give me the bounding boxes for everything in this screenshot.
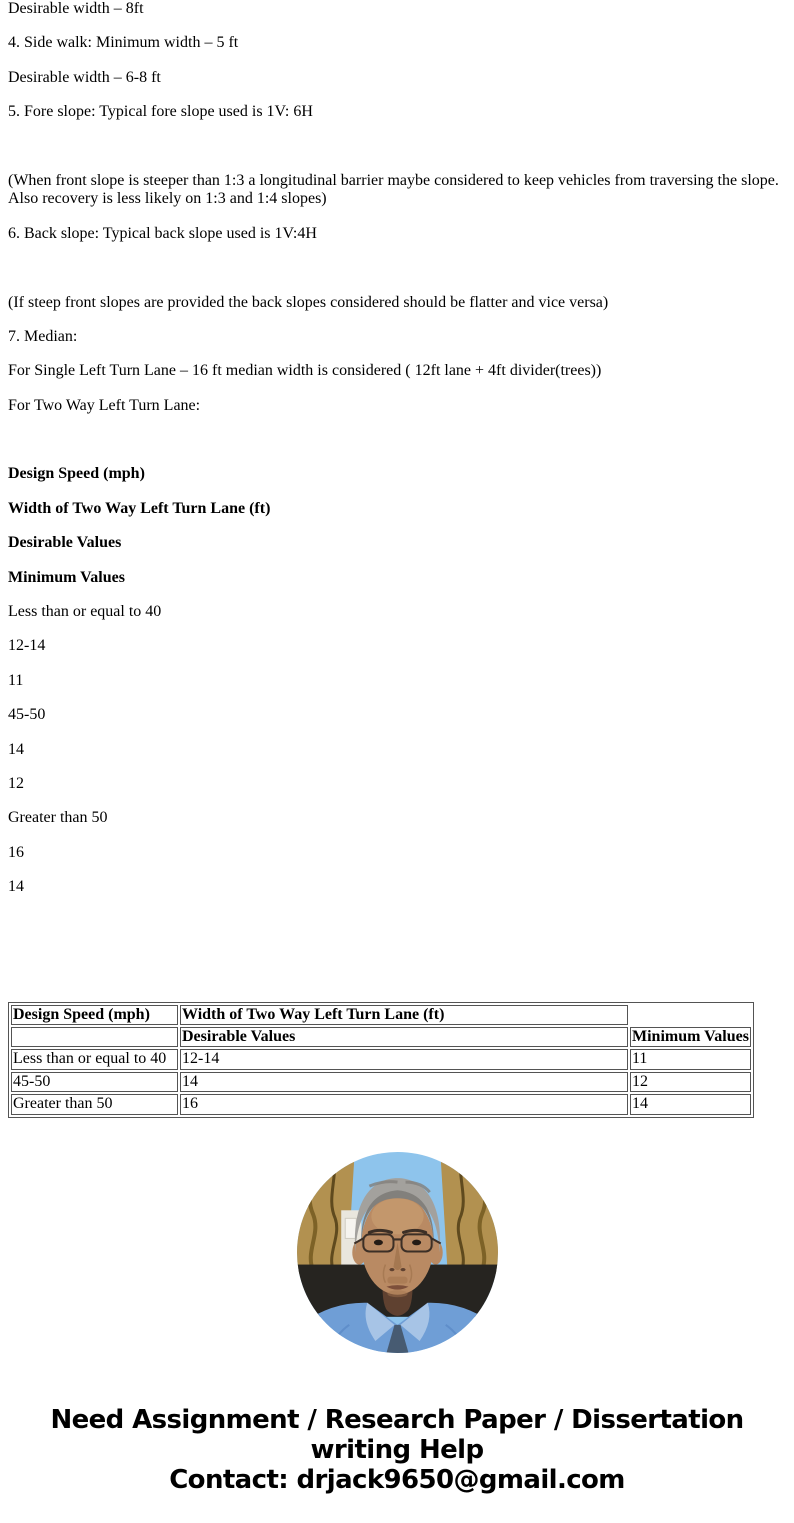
paragraph: 5. Fore slope: Typical fore slope used is 1V: 6H: [8, 103, 313, 121]
eye-left: [373, 1239, 382, 1245]
paragraph: [8, 138, 786, 156]
presenter-photo-graphic: [297, 1152, 498, 1353]
paragraph: 6. Back slope: Typical back slope used is 1V:4H: [8, 224, 317, 242]
table-row: [11, 1072, 751, 1092]
table-row: [11, 1094, 751, 1114]
paragraph: Less than or equal to 40: [8, 603, 162, 621]
table-cell: Less than or equal to 40: [11, 1049, 178, 1069]
table-cell: 12: [630, 1072, 751, 1092]
table-cell: Desirable Values: [180, 1027, 628, 1047]
body-text: [8, 0, 786, 897]
paragraph: Width of Two Way Left Turn Lane (ft): [8, 499, 271, 517]
table-cell: 11: [630, 1049, 751, 1069]
mustache-shadow: [387, 1276, 407, 1283]
table-cell: Minimum Values: [630, 1027, 751, 1047]
paragraph: 14: [8, 878, 24, 896]
table-cell: 14: [180, 1072, 628, 1092]
table-cell: 14: [630, 1094, 751, 1114]
chin-shadow: [387, 1290, 407, 1297]
eye-right: [412, 1239, 421, 1245]
table-row: [11, 1005, 751, 1025]
nostril-right: [400, 1267, 405, 1270]
paragraph: [8, 431, 786, 449]
table-cell: Width of Two Way Left Turn Lane (ft): [180, 1005, 628, 1025]
paragraph: Design Speed (mph): [8, 465, 145, 483]
paragraph: Minimum Values: [8, 568, 125, 586]
footer-banner: [12, 1405, 782, 1495]
paragraph: 4. Side walk: Minimum width – 5 ft: [8, 34, 239, 52]
paragraph: For Single Left Turn Lane – 16 ft median width is considered ( 12ft lane + 4ft divider(trees)): [8, 362, 602, 380]
paragraph: 12-14: [8, 637, 46, 655]
table-cell: Design Speed (mph): [11, 1005, 178, 1025]
paragraph: (When front slope is steeper than 1:3 a longitudinal barrier maybe considered to keep vehicles from traversing the slope. Also recovery is less likely on 1:3 and 1:4 slopes): [8, 171, 779, 208]
paragraph: 14: [8, 740, 24, 758]
table-cell: 16: [180, 1094, 628, 1114]
curtain-right: [439, 1152, 497, 1275]
paragraph: Desirable width – 8ft: [8, 0, 144, 17]
paragraph: Desirable Values: [8, 534, 122, 552]
table-cell: [11, 1027, 178, 1047]
paragraph: 16: [8, 843, 24, 861]
table-cell: 45-50: [11, 1072, 178, 1092]
paragraph: 45-50: [8, 706, 46, 724]
table-cell: Greater than 50: [11, 1094, 178, 1114]
paragraph: 11: [8, 671, 24, 689]
table-row: [11, 1027, 751, 1047]
table-cell: 12-14: [180, 1049, 628, 1069]
paragraph: Desirable width – 6-8 ft: [8, 68, 161, 86]
spacer: [8, 913, 786, 1002]
footer-contact-text: Contact: drjack9650@gmail.com: [169, 1464, 625, 1495]
paragraph: 12: [8, 774, 24, 792]
table-row: [11, 1049, 751, 1069]
paragraph: For Two Way Left Turn Lane:: [8, 396, 201, 414]
paragraph: 7. Median:: [8, 327, 78, 345]
footer-help-text: Need Assignment / Research Paper / Dissertation writing Help: [50, 1404, 744, 1465]
nostril-left: [389, 1267, 394, 1270]
presenter-photo: [297, 1152, 498, 1353]
turn-lane-table: [8, 1002, 754, 1118]
paragraph: (If steep front slopes are provided the back slopes considered should be flatter and vice versa): [8, 293, 609, 311]
switch-plate: [345, 1218, 356, 1238]
paragraph: [8, 259, 786, 277]
paragraph: Greater than 50: [8, 809, 108, 827]
